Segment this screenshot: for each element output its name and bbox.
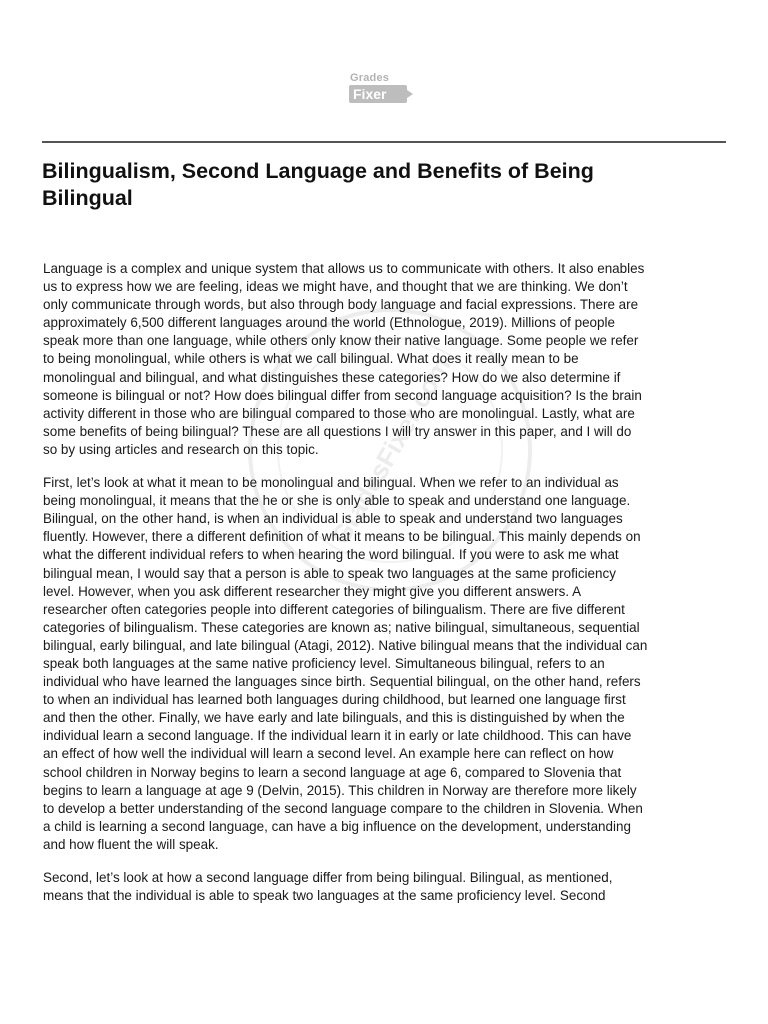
document-body [43,260,727,920]
header-divider [42,141,726,143]
text-line: monolingual and bilingual, and what distinguishes these categories? How do we also determine if [43,369,621,385]
text-line: a child is learning a second language, can have a big influence on the development, understanding [43,818,631,834]
text-line: to when an individual has learned both languages during childhood, but learned one language first [43,692,626,708]
text-line: activity different in those who are bilingual compared to those who are monolingual. Lastly, what are [43,405,635,421]
text-line: fluently. However, there a different definition of what it means to be bilingual. This mainly depends on [43,529,641,545]
text-line: school children in Norway begins to learn a second language at age 6, compared to Slovenia that [43,764,622,780]
paragraph [43,474,727,854]
text-line: us to express how we are feeling, ideas we might have, and thought that we are thinking. We don’t [43,279,628,295]
text-line: approximately 6,500 different languages around the world (Ethnologue, 2019). Millions of people [43,315,615,331]
text-line: speak more than one language, while others only know their native language. Some people we refer [43,333,639,349]
text-line: bilingual, early bilingual, and late bilingual (Atagi, 2012). Native bilingual means that the individual can [43,637,648,653]
text-line: someone is bilingual or not? How does bilingual differ from second language acquisition? Is the brain [43,387,642,403]
paragraph [43,260,727,459]
watermark-text: GradesFixer.com [325,351,457,550]
text-line: means that the individual is able to speak two languages at the same proficiency level. Second [43,888,606,904]
text-line: categories of bilingualism. These categories are known as; native bilingual, simultaneous, sequential [43,619,640,635]
text-line: so by using articles and research on this topic. [43,441,319,457]
text-line: Bilingual, on the other hand, is when an individual is able to speak and understand two languages [43,511,623,527]
text-line: researcher often categories people into different categories of bilingualism. There are five different [43,601,625,617]
text-line: and then the other. Finally, we have early and late bilinguals, and this is distinguished by when the [43,710,625,726]
text-line: individual learn a second language. If the individual learn it in early or late childhood. This can have [43,728,632,744]
text-line: speak both languages at the same native proficiency level. Simultaneous bilingual, refers to an [43,655,605,671]
text-line: level. However, when you ask different researcher they might give you different answers. A [43,583,582,599]
logo-top-text: Grades [350,72,390,84]
paragraph [43,869,727,905]
text-line: what the different individual refers to when hearing the word bilingual. If you were to ask me what [43,547,619,563]
logo-arrow-icon [407,90,413,98]
text-line: First, let’s look at what it mean to be monolingual and bilingual. When we refer to an individual as [43,475,619,491]
logo-box [349,85,407,103]
text-line: begins to learn a language at age 9 (Delvin, 2015). This children in Norway are therefore more likely [43,782,637,798]
text-line: some benefits of being bilingual? These are all questions I will try answer in this paper, and I will do [43,423,632,439]
text-line: to being monolingual, while others is what we call bilingual. What does it really mean to be [43,351,579,367]
logo-box-text: Fixer [353,86,387,102]
text-line: individual who have learned the languages since birth. Sequential bilingual, on the other hand, refers [43,674,641,690]
title-line: Bilingualism, Second Language and Benefits of Being [42,159,594,183]
text-line: Second, let’s look at how a second language differ from being bilingual. Bilingual, as mentioned, [43,870,613,885]
text-line: to develop a better understanding of the second language compare to the children in Slovenia. When [43,800,643,816]
title-line: Bilingual [42,186,133,210]
text-line: being monolingual, it means that the he or she is only able to speak and understand one language. [43,493,631,509]
text-line: bilingual mean, I would say that a person is able to speak two languages at the same proficiency [43,565,616,581]
text-line: only communicate through words, but also through body language and facial expressions. There are [43,297,639,313]
text-line: an effect of how well the individual will learn a second level. An example here can reflect on how [43,746,614,762]
document-title [42,158,702,212]
gradesfixer-logo[interactable] [349,72,419,106]
text-line: and how fluent the will speak. [43,836,219,852]
text-line: Language is a complex and unique system that allows us to communicate with others. It also enables [43,261,645,276]
